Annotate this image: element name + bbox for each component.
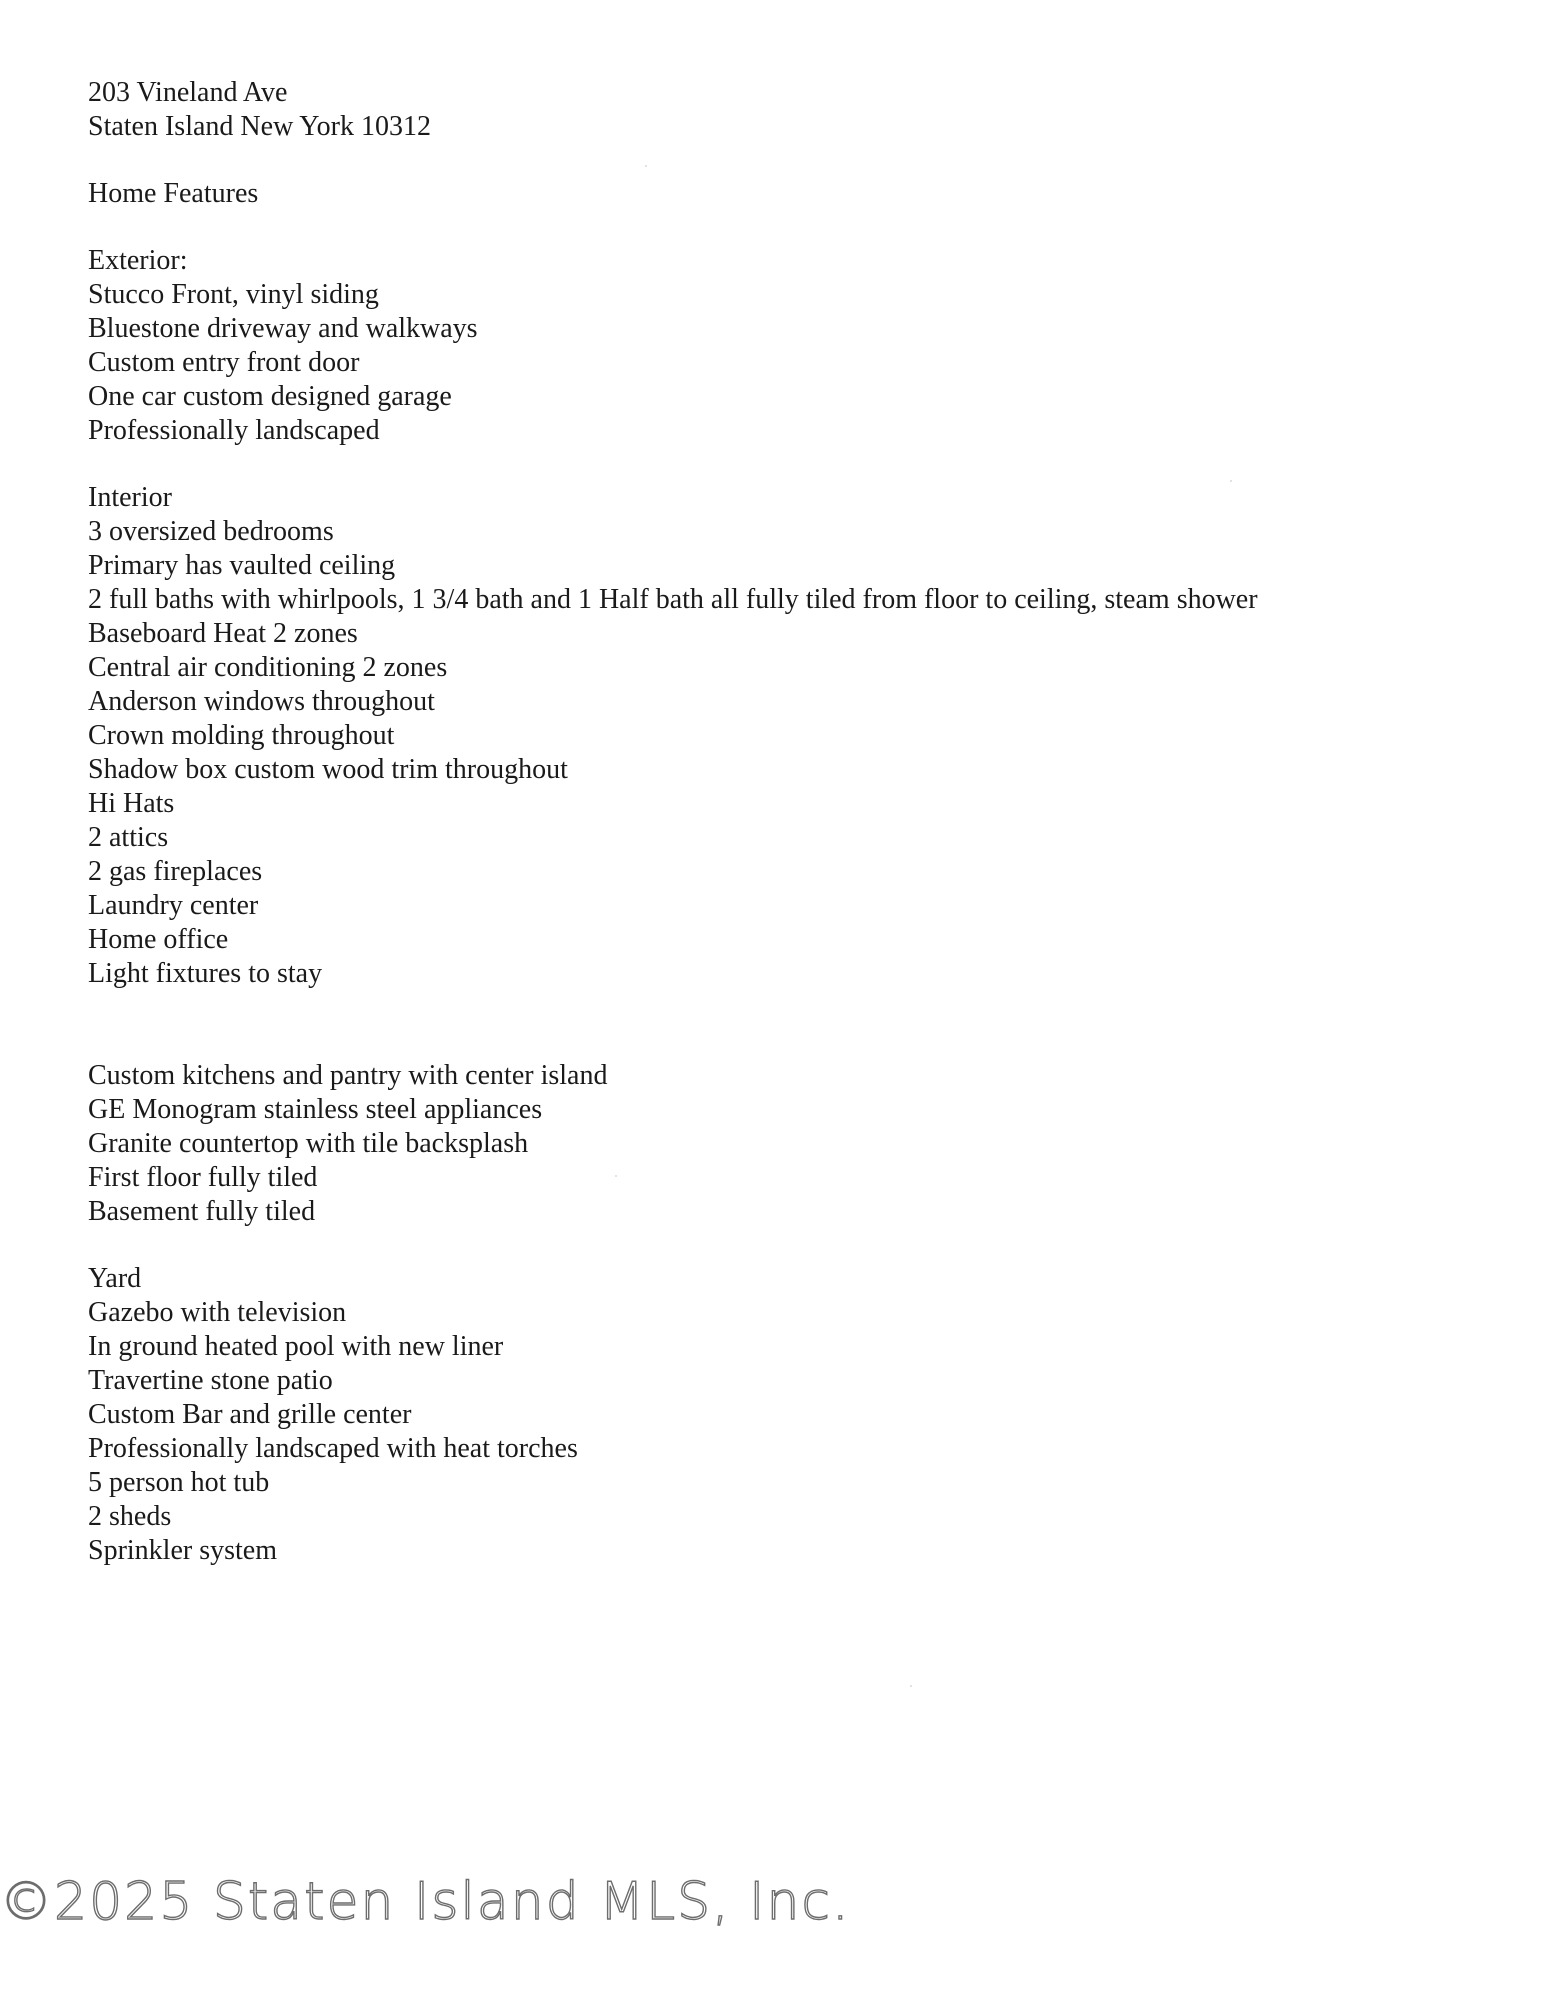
list-item: Crown molding throughout [88, 720, 395, 751]
address-city-line: Staten Island New York 10312 [88, 111, 431, 142]
interior-section [88, 481, 1508, 991]
list-item: In ground heated pool with new liner [88, 1331, 504, 1362]
list-item: Professionally landscaped with heat torches [88, 1433, 578, 1464]
scan-artifact [645, 165, 647, 167]
list-item: Anderson windows throughout [88, 686, 435, 717]
list-item: Bluestone driveway and walkways [88, 313, 478, 344]
list-item: Travertine stone patio [88, 1365, 333, 1396]
list-item: 3 oversized bedrooms [88, 516, 334, 547]
list-item: Professionally landscaped [88, 415, 380, 446]
exterior-section [88, 244, 1508, 448]
yard-heading: Yard [88, 1263, 142, 1294]
list-item: Stucco Front, vinyl siding [88, 279, 379, 310]
list-item: Shadow box custom wood trim throughout [88, 754, 568, 785]
list-item: Granite countertop with tile backsplash [88, 1128, 529, 1159]
list-item: Gazebo with television [88, 1297, 347, 1328]
list-item: 2 sheds [88, 1501, 172, 1532]
list-item: Custom kitchens and pantry with center island [88, 1060, 608, 1091]
list-item: Custom Bar and grille center [88, 1399, 412, 1430]
list-item: Light fixtures to stay [88, 958, 323, 989]
list-item: First floor fully tiled [88, 1162, 318, 1193]
scan-artifact [1230, 480, 1232, 482]
address-street: 203 Vineland Ave [88, 77, 288, 108]
list-item: 2 gas fireplaces [88, 856, 263, 887]
address-block [88, 76, 1508, 144]
list-item: Sprinkler system [88, 1535, 277, 1566]
exterior-heading: Exterior: [88, 245, 188, 276]
list-item: Basement fully tiled [88, 1196, 316, 1227]
list-item: 5 person hot tub [88, 1467, 270, 1498]
list-item: GE Monogram stainless steel appliances [88, 1094, 543, 1125]
list-item: Hi Hats [88, 788, 175, 819]
yard-section [88, 1262, 1508, 1568]
list-item: Central air conditioning 2 zones [88, 652, 448, 683]
copyright-watermark: ©2025 Staten Island MLS, Inc. [0, 1872, 851, 1932]
list-item: One car custom designed garage [88, 381, 452, 412]
scan-artifact [910, 1685, 912, 1687]
list-item: Baseboard Heat 2 zones [88, 618, 358, 649]
list-item: 2 attics [88, 822, 169, 853]
kitchen-section [88, 1059, 1508, 1229]
list-item: Home office [88, 924, 229, 955]
list-item: Custom entry front door [88, 347, 360, 378]
document-body [88, 76, 1508, 1568]
list-item: Laundry center [88, 890, 259, 921]
list-item: Primary has vaulted ceiling [88, 550, 396, 581]
scan-artifact [615, 1175, 617, 1177]
document-title: Home Features [88, 178, 259, 209]
list-item: 2 full baths with whirlpools, 1 3/4 bath and 1 Half bath all fully tiled from floor to ceiling, steam shower [88, 584, 1258, 615]
interior-heading: Interior [88, 482, 172, 513]
